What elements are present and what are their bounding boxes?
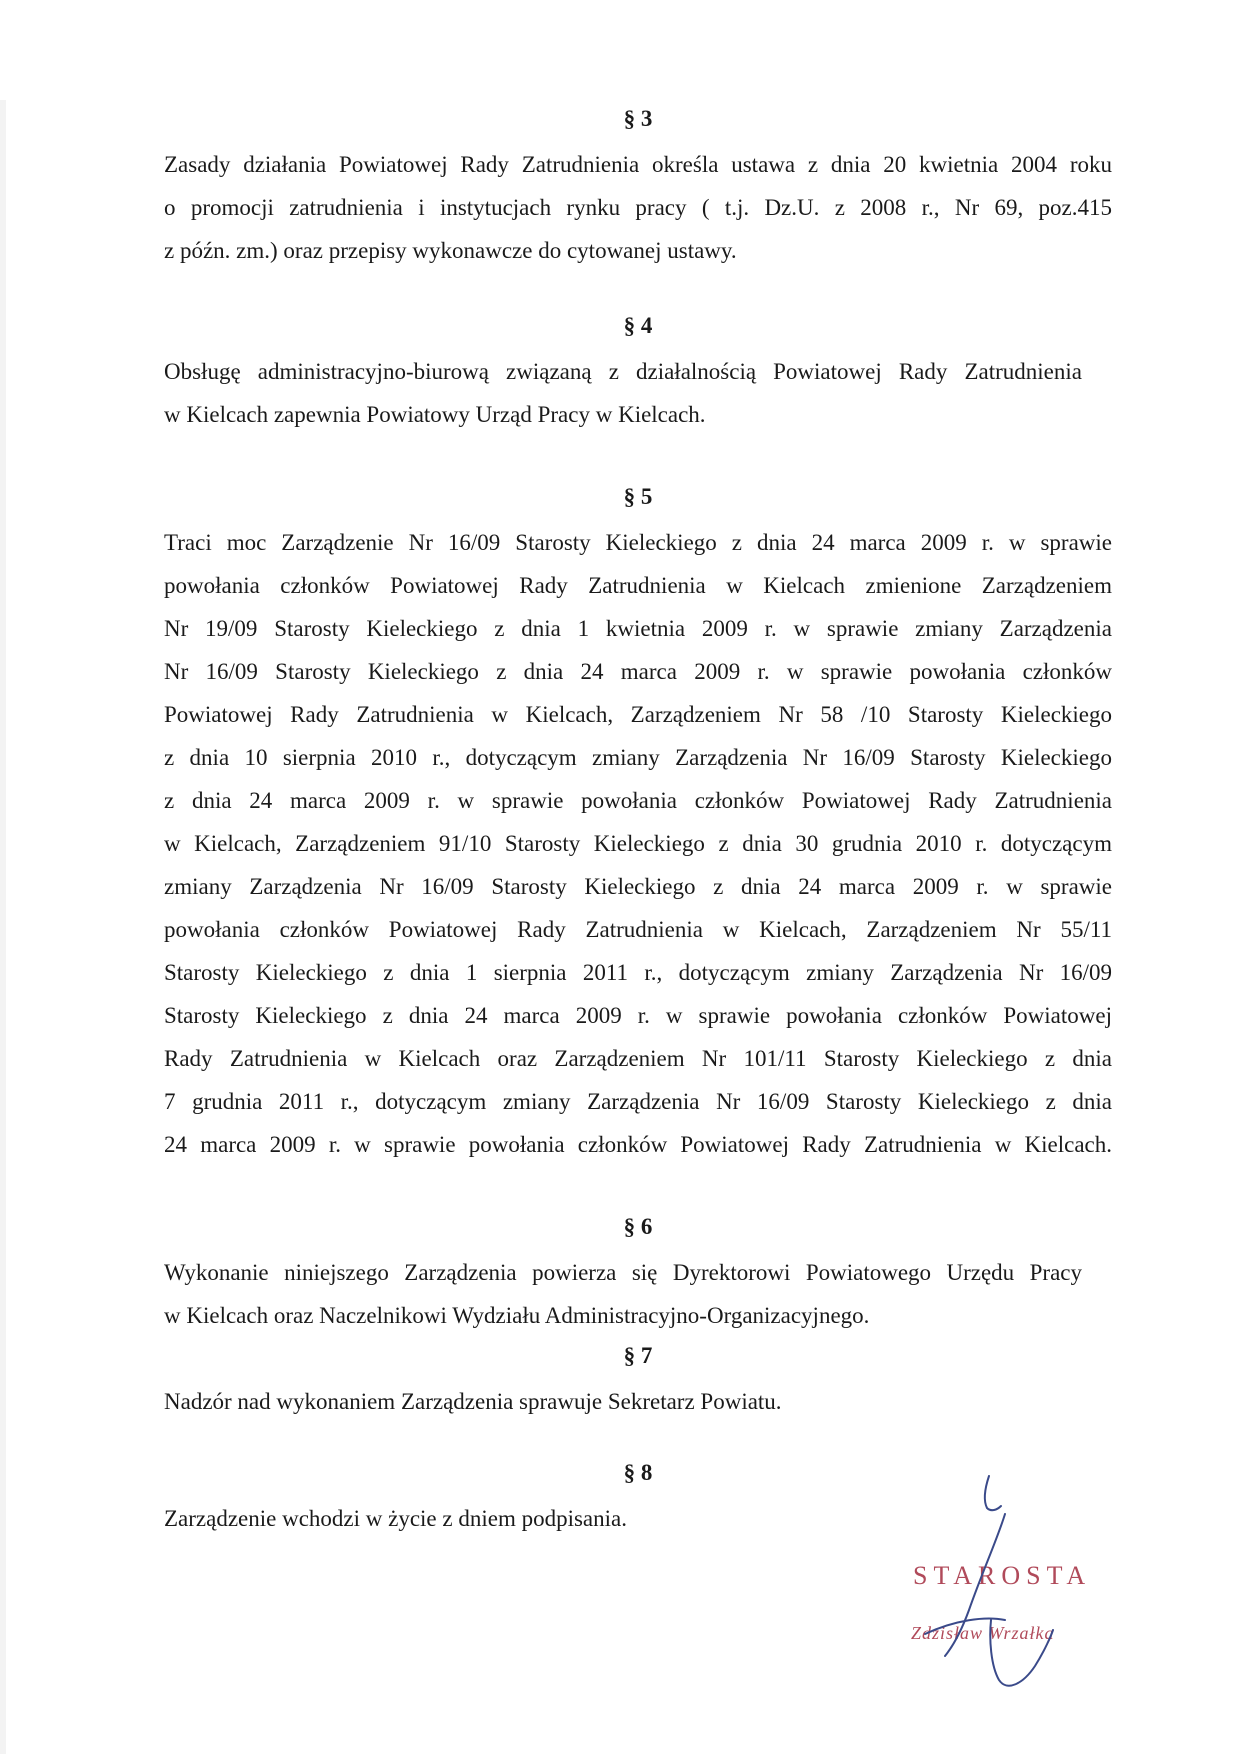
section-paragraph bbox=[164, 521, 1112, 1166]
official-stamp bbox=[905, 1470, 1092, 1700]
text-line: 24 marca 2009 r. w sprawie powołania członków Powiatowej Rady Zatrudnienia w Kielcach. bbox=[164, 1132, 1112, 1157]
text-line: Wykonanie niniejszego Zarządzenia powierza się Dyrektorowi Powiatowego Urzędu Pracy bbox=[164, 1260, 1082, 1285]
section-heading: § 6 bbox=[623, 1214, 653, 1239]
section-paragraph bbox=[164, 1380, 1112, 1423]
text-line: w Kielcach, Zarządzeniem 91/10 Starosty Kieleckiego z dnia 30 grudnia 2010 r. dotyczącym bbox=[164, 831, 1112, 856]
stamp-title: STAROSTA bbox=[913, 1561, 1092, 1590]
text-line: w Kielcach oraz Naczelnikowi Wydziału Administracyjno-Organizacyjnego. bbox=[164, 1303, 870, 1328]
section-heading: § 3 bbox=[623, 106, 653, 131]
text-line: z dnia 24 marca 2009 r. w sprawie powołania członków Powiatowej Rady Zatrudnienia bbox=[164, 788, 1112, 813]
section-heading: § 5 bbox=[623, 484, 653, 509]
section-4 bbox=[164, 311, 1112, 436]
text-line: Powiatowej Rady Zatrudnienia w Kielcach, Zarządzeniem Nr 58 /10 Starosty Kieleckiego bbox=[164, 702, 1112, 727]
text-line: Obsługę administracyjno-biurową związaną z działalnością Powiatowej Rady Zatrudnienia bbox=[164, 359, 1082, 384]
section-heading: § 7 bbox=[623, 1343, 653, 1368]
section-paragraph bbox=[164, 350, 1112, 436]
text-line: Rady Zatrudnienia w Kielcach oraz Zarządzeniem Nr 101/11 Starosty Kieleckiego z dnia bbox=[164, 1046, 1112, 1071]
section-heading: § 8 bbox=[623, 1460, 653, 1485]
text-line: Nadzór nad wykonaniem Zarządzenia sprawuje Sekretarz Powiatu. bbox=[164, 1389, 782, 1414]
stamp-name: Zdzisław Wrzałka bbox=[911, 1623, 1055, 1643]
section-paragraph bbox=[164, 143, 1112, 272]
section-paragraph bbox=[164, 1251, 1112, 1337]
text-line: z dnia 10 sierpnia 2010 r., dotyczącym zmiany Zarządzenia Nr 16/09 Starosty Kieleckiego bbox=[164, 745, 1112, 770]
text-line: o promocji zatrudnienia i instytucjach rynku pracy ( t.j. Dz.U. z 2008 r., Nr 69, poz.415 bbox=[164, 195, 1112, 220]
text-line: Nr 16/09 Starosty Kieleckiego z dnia 24 marca 2009 r. w sprawie powołania członków bbox=[164, 659, 1112, 684]
text-line: zmiany Zarządzenia Nr 16/09 Starosty Kieleckiego z dnia 24 marca 2009 r. w sprawie bbox=[164, 874, 1112, 899]
section-heading: § 4 bbox=[623, 313, 653, 338]
text-line: powołania członków Powiatowej Rady Zatrudnienia w Kielcach, Zarządzeniem Nr 55/11 bbox=[164, 917, 1112, 942]
text-line: Starosty Kieleckiego z dnia 1 sierpnia 2011 r., dotyczącym zmiany Zarządzenia Nr 16/09 bbox=[164, 960, 1112, 985]
section-6 bbox=[164, 1212, 1112, 1337]
text-line: z późn. zm.) oraz przepisy wykonawcze do cytowanej ustawy. bbox=[164, 238, 737, 263]
text-line: Nr 19/09 Starosty Kieleckiego z dnia 1 kwietnia 2009 r. w sprawie zmiany Zarządzenia bbox=[164, 616, 1112, 641]
section-3 bbox=[164, 104, 1112, 272]
text-line: powołania członków Powiatowej Rady Zatrudnienia w Kielcach zmienione Zarządzeniem bbox=[164, 573, 1112, 598]
text-line: Zarządzenie wchodzi w życie z dniem podpisania. bbox=[164, 1506, 627, 1531]
section-7 bbox=[164, 1341, 1112, 1423]
section-5 bbox=[164, 482, 1112, 1166]
text-line: 7 grudnia 2011 r., dotyczącym zmiany Zarządzenia Nr 16/09 Starosty Kieleckiego z dnia bbox=[164, 1089, 1112, 1114]
handwritten-signature bbox=[905, 1470, 1085, 1700]
text-line: w Kielcach zapewnia Powiatowy Urząd Pracy w Kielcach. bbox=[164, 402, 706, 427]
text-line: Starosty Kieleckiego z dnia 24 marca 2009 r. w sprawie powołania członków Powiatowej bbox=[164, 1003, 1112, 1028]
scan-edge bbox=[0, 100, 6, 1754]
text-line: Traci moc Zarządzenie Nr 16/09 Starosty Kieleckiego z dnia 24 marca 2009 r. w sprawie bbox=[164, 530, 1112, 555]
text-line: Zasady działania Powiatowej Rady Zatrudnienia określa ustawa z dnia 20 kwietnia 2004 roku bbox=[164, 152, 1112, 177]
